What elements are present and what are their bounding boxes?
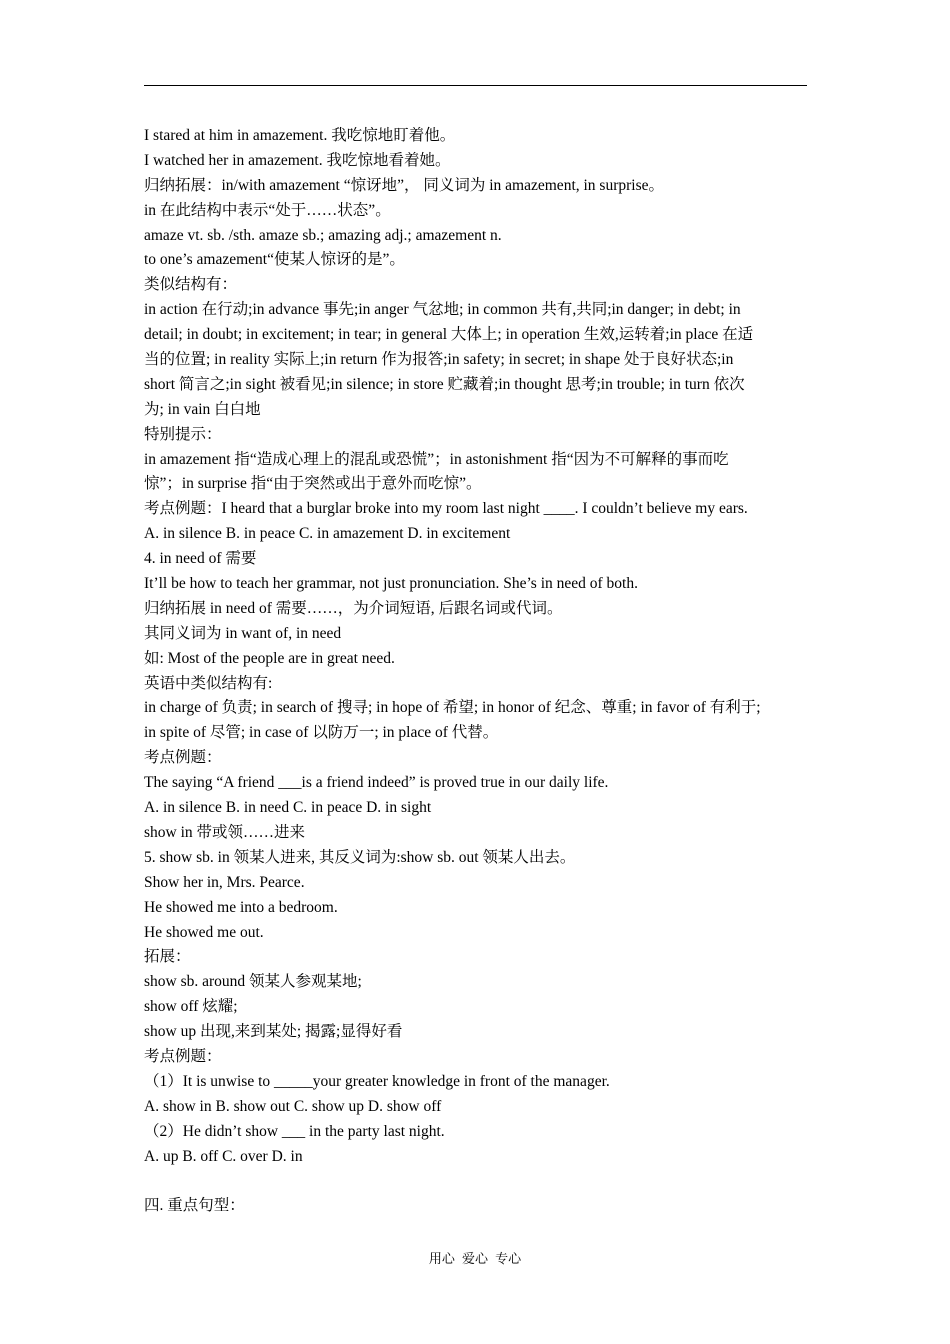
text-line: 惊”；in surprise 指“由于突然或出于意外而吃惊”。 xyxy=(144,475,482,493)
text-line: 特别提示： xyxy=(144,425,222,443)
text-line: 5. show sb. in 领某人进来, 其反义词为:show sb. out 领某人出去。 xyxy=(144,848,576,866)
text-line: show in 带或领……进来 xyxy=(144,823,306,841)
text-line: 四. 重点句型： xyxy=(144,1197,245,1215)
text-line: in spite of 尽管; in case of 以防万一; in place of 代替。 xyxy=(144,724,499,742)
document-body xyxy=(144,124,807,1219)
text-line: in 在此结构中表示“处于……状态”。 xyxy=(144,201,391,219)
text-line: 归纳拓展 in need of 需要……，为介词短语, 后跟名词或代词。 xyxy=(144,599,563,617)
text-line: I watched her in amazement. 我吃惊地看着她。 xyxy=(144,151,451,169)
text-line: 拓展： xyxy=(144,948,191,966)
text-line: 考点例题： xyxy=(144,1047,222,1065)
text-line: A. show in B. show out C. show up D. show off xyxy=(144,1097,442,1115)
text-line: 类似结构有： xyxy=(144,276,238,294)
text-line: He showed me into a bedroom. xyxy=(144,898,338,916)
text-line: He showed me out. xyxy=(144,923,264,941)
text-line: amaze vt. sb. /sth. amaze sb.; amazing adj.; amazement n. xyxy=(144,226,502,244)
text-line: 归纳拓展：in/with amazement “惊讶地”， 同义词为 in amazement, in surprise。 xyxy=(144,176,665,194)
text-line: in action 在行动;in advance 事先;in anger 气忿地; in common 共有,共同;in danger; in debt; in xyxy=(144,301,741,319)
text-line: A. up B. off C. over D. in xyxy=(144,1147,303,1165)
text-line: A. in silence B. in need C. in peace D. in sight xyxy=(144,799,432,817)
text-line: Show her in, Mrs. Pearce. xyxy=(144,873,305,891)
text-line: 考点例题： xyxy=(144,749,222,767)
text-line: （1）It is unwise to _____your greater knowledge in front of the manager. xyxy=(144,1072,610,1090)
text-line: detail; in doubt; in excitement; in tear; in general 大体上; in operation 生效,运转着;in place 在适 xyxy=(144,326,754,344)
text-line: in amazement 指“造成心理上的混乱或恐慌”；in astonishment 指“因为不可解释的事而吃 xyxy=(144,450,729,468)
text-line: 4. in need of 需要 xyxy=(144,550,257,568)
text-line: to one’s amazement“使某人惊讶的是”。 xyxy=(144,251,405,269)
text-line: in charge of 负责; in search of 搜寻; in hope of 希望; in honor of 纪念、尊重; in favor of 有利于; xyxy=(144,699,761,717)
text-line: show sb. around 领某人参观某地; xyxy=(144,973,362,991)
text-line: 为; in vain 白白地 xyxy=(144,400,261,418)
text-line: 英语中类似结构有: xyxy=(144,674,273,692)
text-line: show up 出现,来到某处; 揭露;显得好看 xyxy=(144,1023,403,1041)
text-line: 其同义词为 in want of, in need xyxy=(144,624,342,642)
text-line: 当的位置; in reality 实际上;in return 作为报答;in safety; in secret; in shape 处于良好状态;in xyxy=(144,351,734,369)
text-line: It’ll be how to teach her grammar, not just pronunciation. She’s in need of both. xyxy=(144,575,638,593)
text-line: show off 炫耀; xyxy=(144,998,238,1016)
text-line: A. in silence B. in peace C. in amazement D. in excitement xyxy=(144,525,511,543)
page-footer: 用心 爱心 专心 xyxy=(428,1252,522,1267)
text-line: （2）He didn’t show ___ in the party last night. xyxy=(144,1122,445,1140)
text-line: short 简言之;in sight 被看见;in silence; in store 贮藏着;in thought 思考;in trouble; in turn 依次 xyxy=(144,375,745,393)
text-line: The saying “A friend ___is a friend indeed” is proved true in our daily life. xyxy=(144,774,609,792)
text-line: I stared at him in amazement. 我吃惊地盯着他。 xyxy=(144,127,456,144)
text-line: 如: Most of the people are in great need. xyxy=(144,649,395,667)
text-line: 考点例题：I heard that a burglar broke into my room last night ____. I couldn’t believe my ears. xyxy=(144,500,748,518)
blank-line xyxy=(144,1169,807,1194)
header-rule xyxy=(144,85,807,86)
